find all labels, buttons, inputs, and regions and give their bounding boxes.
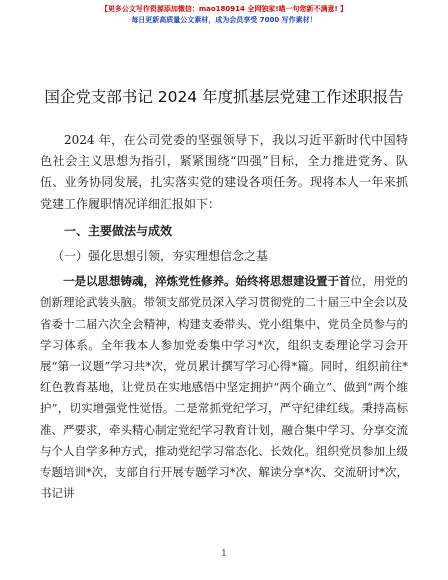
header-banner: [0, 4, 448, 26]
document-title: 国企党支部书记 2024 年度抓基层党建工作述职报告: [44, 88, 404, 106]
intro-paragraph: 2024 年，在公司党委的坚强领导下，我以习近平新时代中国特色社会主义思想为指引，紧紧围绕“四强”目标，全力推进党务、队伍、业务协同发展，扎实落实党的建设各项任务。现将本人一年来抓党建工作履职情况详细汇报如下：: [40, 133, 408, 211]
body-paragraph: [40, 271, 408, 504]
paragraph-text: 位，用党的创新理论武装头脑。带领支部党员深入学习贯彻党的二十届三中全会以及省委十二届六次全会精神，构建支委带头、党小组集中、党员全员参与的学习体系。全年我本人参加党委集中学习*次，组织支委理论学习会开展“第一议题”学习共*次，党员累计撰写学习心得*篇。同时，组织前往*红色教育基地，让党员在实地感悟中坚定拥护“两个确立”、做到“两个维护”，切实增强党性觉悟。二是常抓党纪学习，严守纪律红线。秉持高标准、严要求，牵头精心制定党纪学习教育计划，融合集中学习、分享交流与个人自学多种方式，推动党纪学习常态化、长效化。组织党员参加上级专题培训*次，支部自行开展专题学习*次、解读分享*次、交流研讨*次，书记讲: [40, 274, 408, 501]
subsection-heading: （一）强化思想引领，夯实理想信念之基: [52, 249, 269, 264]
document-body: [40, 130, 408, 504]
banner-line-2: 每日更新高质量公文素材，成为会员享受 7000 写作素材！: [131, 16, 317, 24]
page-number: 1: [221, 549, 227, 559]
section-heading: 一、主要做法与成效: [64, 223, 173, 238]
banner-line-1: 【更多公文写作资源添加微信：mao180914 全网独家!喵一句您新不满意! 】: [100, 5, 348, 13]
paragraph-lead: 一是以思想铸魂，淬炼党性修养。始终将思想建设置于首: [63, 274, 351, 289]
